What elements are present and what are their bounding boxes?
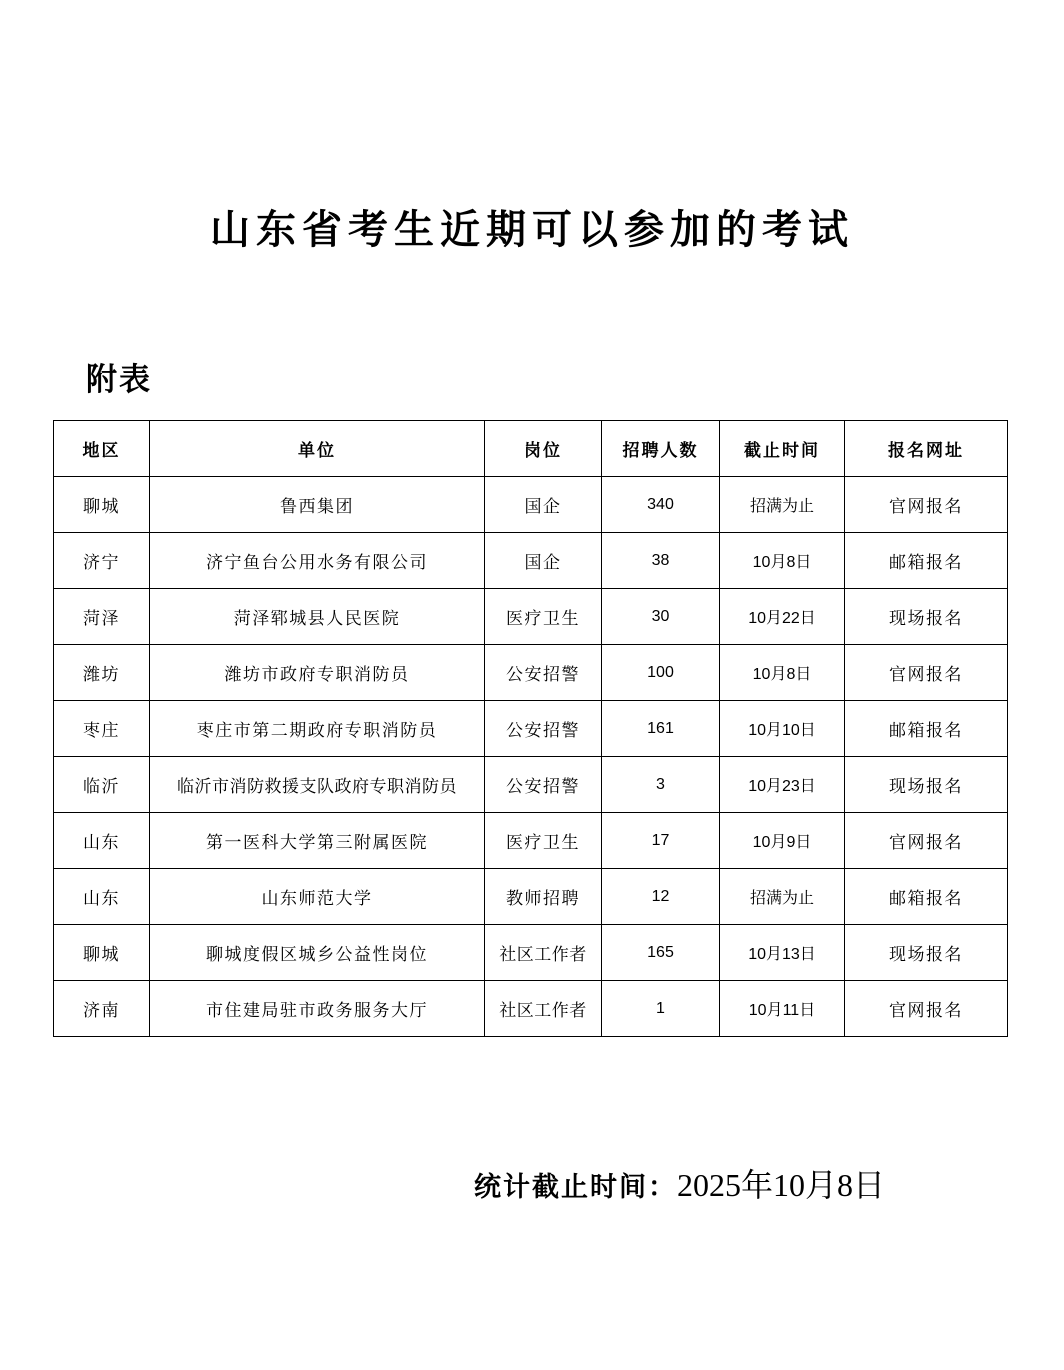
cell-headcount: 161 <box>602 701 720 757</box>
cell-region: 山东 <box>54 813 150 869</box>
cell-employer: 枣庄市第二期政府专职消防员 <box>150 701 485 757</box>
cell-employer: 鲁西集团 <box>150 477 485 533</box>
table-header-row <box>54 421 1008 477</box>
cell-headcount: 30 <box>602 589 720 645</box>
table-row <box>54 701 1008 757</box>
cell-registration: 官网报名 <box>845 645 1008 701</box>
table-row <box>54 981 1008 1037</box>
cell-employer: 临沂市消防救援支队政府专职消防员 <box>150 757 485 813</box>
cell-registration: 官网报名 <box>845 981 1008 1037</box>
column-header-deadline: 截止时间 <box>720 421 845 477</box>
cell-registration: 现场报名 <box>845 757 1008 813</box>
statistics-cutoff-label: 统计截止时间： <box>474 1172 677 1203</box>
table-row <box>54 477 1008 533</box>
cell-position: 公安招警 <box>485 757 602 813</box>
table-row <box>54 533 1008 589</box>
cell-registration: 现场报名 <box>845 589 1008 645</box>
cell-region: 聊城 <box>54 925 150 981</box>
column-header-region: 地区 <box>54 421 150 477</box>
column-header-headcount: 招聘人数 <box>602 421 720 477</box>
cell-deadline: 10月23日 <box>720 757 845 813</box>
cell-position: 医疗卫生 <box>485 589 602 645</box>
cell-position: 医疗卫生 <box>485 813 602 869</box>
statistics-cutoff-note <box>474 1160 885 1206</box>
cell-deadline: 招满为止 <box>720 477 845 533</box>
table-row <box>54 757 1008 813</box>
cell-employer: 山东师范大学 <box>150 869 485 925</box>
cell-headcount: 340 <box>602 477 720 533</box>
cell-headcount: 1 <box>602 981 720 1037</box>
cell-headcount: 3 <box>602 757 720 813</box>
cell-deadline: 招满为止 <box>720 869 845 925</box>
table-row <box>54 645 1008 701</box>
cell-deadline: 10月11日 <box>720 981 845 1037</box>
statistics-cutoff-date: 2025年10月8日 <box>677 1167 886 1203</box>
cell-employer: 济宁鱼台公用水务有限公司 <box>150 533 485 589</box>
cell-registration: 官网报名 <box>845 813 1008 869</box>
cell-position: 社区工作者 <box>485 981 602 1037</box>
cell-deadline: 10月8日 <box>720 533 845 589</box>
cell-position: 国企 <box>485 533 602 589</box>
cell-position: 国企 <box>485 477 602 533</box>
cell-region: 菏泽 <box>54 589 150 645</box>
column-header-employer: 单位 <box>150 421 485 477</box>
table-row <box>54 589 1008 645</box>
cell-position: 社区工作者 <box>485 925 602 981</box>
cell-position: 公安招警 <box>485 645 602 701</box>
cell-employer: 潍坊市政府专职消防员 <box>150 645 485 701</box>
cell-headcount: 17 <box>602 813 720 869</box>
cell-registration: 邮箱报名 <box>845 533 1008 589</box>
cell-region: 聊城 <box>54 477 150 533</box>
table-row <box>54 925 1008 981</box>
cell-region: 济宁 <box>54 533 150 589</box>
cell-region: 济南 <box>54 981 150 1037</box>
cell-headcount: 100 <box>602 645 720 701</box>
cell-registration: 邮箱报名 <box>845 869 1008 925</box>
cell-headcount: 12 <box>602 869 720 925</box>
cell-employer: 菏泽郓城县人民医院 <box>150 589 485 645</box>
cell-deadline: 10月8日 <box>720 645 845 701</box>
cell-position: 教师招聘 <box>485 869 602 925</box>
exam-table <box>53 420 1008 1037</box>
cell-deadline: 10月10日 <box>720 701 845 757</box>
cell-employer: 市住建局驻市政务服务大厅 <box>150 981 485 1037</box>
cell-deadline: 10月9日 <box>720 813 845 869</box>
appendix-label: 附表 <box>86 362 152 398</box>
cell-employer: 聊城度假区城乡公益性岗位 <box>150 925 485 981</box>
cell-headcount: 165 <box>602 925 720 981</box>
table-row <box>54 813 1008 869</box>
cell-region: 临沂 <box>54 757 150 813</box>
cell-headcount: 38 <box>602 533 720 589</box>
cell-registration: 邮箱报名 <box>845 701 1008 757</box>
cell-registration: 官网报名 <box>845 477 1008 533</box>
cell-deadline: 10月13日 <box>720 925 845 981</box>
cell-deadline: 10月22日 <box>720 589 845 645</box>
cell-position: 公安招警 <box>485 701 602 757</box>
cell-registration: 现场报名 <box>845 925 1008 981</box>
cell-region: 潍坊 <box>54 645 150 701</box>
page-title: 山东省考生近期可以参加的考试 <box>210 207 854 253</box>
cell-region: 枣庄 <box>54 701 150 757</box>
column-header-registration: 报名网址 <box>845 421 1008 477</box>
cell-employer: 第一医科大学第三附属医院 <box>150 813 485 869</box>
cell-region: 山东 <box>54 869 150 925</box>
table-row <box>54 869 1008 925</box>
column-header-position: 岗位 <box>485 421 602 477</box>
